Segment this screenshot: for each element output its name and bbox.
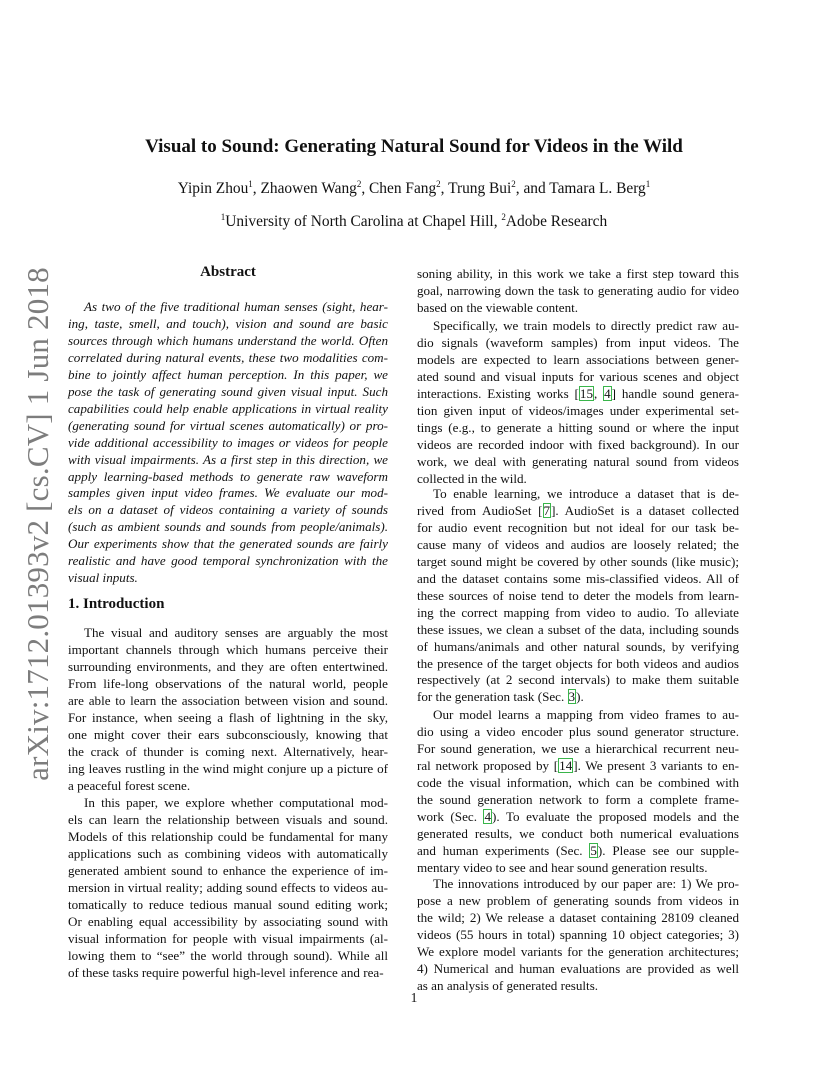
text-line: these issues, we clean a subset of the data, including sounds (417, 621, 739, 637)
text-line: pose a new problem of generating sounds from videos in (417, 892, 739, 908)
affiliations: $^1$University of North Carolina at Chapel Hill, $^2$Adobe Research (220, 212, 608, 230)
text-line: the wild; 2) We release a dataset containing 28109 cleaned (417, 909, 739, 925)
text-line: ing, taste, smell, and touch), vision and sound are basic (68, 315, 388, 331)
text-line: models are expected to learn associations between gener- (417, 351, 739, 367)
citation-link[interactable]: 3 (568, 689, 576, 705)
text-line: realistic and have good temporal synchronization with the (68, 553, 388, 569)
text-line: work, we deal with generating natural sound from videos (417, 453, 739, 469)
citation-link[interactable]: 15 (579, 385, 593, 401)
intro-paragraph-2 (68, 795, 388, 981)
text-line: and the dataset contains some mis-classified videos. All of (417, 570, 739, 586)
citation-link[interactable]: 4 (484, 808, 492, 824)
text-line: cause many of videos and audios are loosely related; the (417, 536, 739, 552)
text-line: interactions. Existing works [15, 4] handle sound genera- (417, 385, 739, 401)
text-line: visual inputs. (68, 570, 138, 586)
arxiv-stamp (14, 267, 62, 781)
text-line: correlated during natural events, these two modalities com- (68, 349, 388, 365)
text-line: ing leaves rustling in the wind might conjure up a picture of (68, 760, 388, 776)
text-line: The innovations introduced by our paper are: 1) We pro- (433, 876, 739, 891)
text-line: applications such as combining videos with automatically (68, 845, 388, 861)
text-line: Our experiments show that the generated sounds are fairly (68, 536, 388, 552)
text-line: surrounding environments, and they are often entertwined. (68, 658, 388, 674)
text-line: mentary video to see and hear sound generation results. (417, 859, 708, 875)
text-line: dio signals (waveform samples) from input videos. The (417, 334, 739, 350)
text-line: rived from AudioSet [7]. AudioSet is a dataset collected (417, 502, 739, 518)
author-affiliation-mark: 2 (356, 179, 362, 189)
text-line: In this paper, we explore whether computational mod- (84, 795, 388, 810)
text-line: work (Sec. 4). To evaluate the proposed models and the (417, 808, 740, 824)
text-line: tion given input of videos/images under experimental set- (417, 402, 739, 418)
text-line: tomatically to reduce tedious manual sound editing work; (68, 896, 388, 912)
text-line: ated sound and visual inputs for various scenes and object (417, 368, 739, 384)
affiliation-mark: 2 (501, 212, 506, 222)
text-line: 4) Numerical and human evaluations are provided as well (417, 960, 739, 976)
page-number: 1 (410, 990, 418, 1005)
text-line: lowing them to “see” the world through sound). While all (68, 947, 388, 963)
text-line: as an analysis of generated results. (417, 977, 599, 993)
text-line: and human experiments (Sec. 5). Please see our supple- (417, 842, 739, 858)
text-line: of these tasks require powerful high-level inference and rea- (68, 964, 384, 980)
text-line: ral network proposed by [14]. We present 3 variants to en- (417, 757, 739, 773)
text-line: To enable learning, we introduce a dataset that is de- (433, 486, 739, 501)
text-line: these sources of noise tend to deter the models from learn- (417, 587, 739, 603)
affiliation-mark: 1 (220, 212, 226, 222)
citation-link[interactable]: 14 (559, 757, 573, 773)
citation-link[interactable]: 4 (604, 385, 611, 401)
author-name: Zhaowen Wang (260, 180, 357, 197)
text-line: the crack of thunder is coming next. Alternatively, hear- (68, 743, 388, 759)
paper-title: Visual to Sound: Generating Natural Sound for Videos in the Wild (145, 136, 683, 157)
text-line: vide additional accessibility to images or videos for people (68, 434, 388, 450)
author-affiliation-mark: 2 (511, 179, 516, 189)
text-line: generated results, we conduct both numerical evaluations (417, 825, 739, 841)
text-line: pose the task of generating sound given visual input. Such (68, 383, 388, 399)
right-paragraph-0 (417, 266, 739, 317)
text-line: for the generation task (Sec. 3). (417, 689, 584, 705)
text-line: collected in the wild. (417, 470, 527, 486)
text-line: videos are recorded indoor with fixed background). In our (417, 436, 739, 452)
right-paragraph-4 (417, 876, 739, 995)
author-name: Yipin Zhou (177, 180, 249, 197)
text-line: As two of the five traditional human senses (sight, hear- (84, 299, 388, 314)
text-line: For sound generation, we use a hierarchical recurrent neu- (417, 740, 739, 756)
text-line: For instance, when seeing a flash of lightning in the sky, (68, 709, 388, 725)
text-line: soning ability, in this work we take a first step toward this (417, 266, 739, 281)
text-line: Specifically, we train models to directly predict raw au- (433, 318, 739, 333)
text-line: dio using a video encoder plus sound generator structure. (417, 723, 739, 739)
text-line: code the visual information, which can be combined with (417, 774, 739, 790)
citation-link[interactable]: 5 (590, 842, 597, 858)
text-line: tings (e.g., to generate a hitting sound or where the input (417, 419, 739, 435)
text-line: respectively (at 2 second intervals) to make them suitable (417, 672, 739, 688)
affiliation-name: Adobe Research (505, 213, 608, 230)
text-line: with visual impairments. As a first step in this direction, we (68, 451, 388, 467)
intro-paragraph-1 (68, 625, 388, 795)
text-line: apply learning-based methods to generate raw waveform (68, 468, 388, 484)
text-line: (generating sound for virtual scenes automatically) or pro- (68, 417, 388, 433)
text-line: one might cover their ears subconsciously, knowing that (68, 726, 388, 742)
text-line: the sound generation network to form a complete frame- (417, 791, 739, 807)
text-line: for audio event recognition but not ideal for our task be- (417, 519, 739, 535)
text-line: are able to learn the association between vision and sound. (68, 692, 388, 708)
text-line: ing the correct mapping from video to audio. To alleviate (417, 604, 739, 620)
citation-link[interactable]: 7 (543, 502, 551, 518)
text-line: sources through which humans understand the world. Often (68, 332, 388, 348)
text-line: els on a dataset of videos containing a variety of sounds (68, 502, 388, 518)
right-paragraph-3 (417, 707, 739, 877)
abstract-heading: Abstract (200, 264, 256, 280)
text-line: The visual and auditory senses are arguably the most (84, 625, 388, 640)
right-paragraph-1 (417, 318, 739, 488)
text-line: target sound might be covered by other sounds (like music); (417, 553, 739, 569)
author-affiliation-mark: 1 (645, 179, 651, 189)
author-name: Trung Bui (448, 180, 512, 197)
text-line: We explore model variants for the generation architectures; (417, 943, 739, 959)
text-line: bine to jointly affect human perception. In this paper, we (68, 366, 388, 382)
text-line: From life-long observations of the natural world, people (68, 675, 388, 691)
author-list: Yipin Zhou$^1$, Zhaowen Wang$^2$, Chen Fang$^2$, Trung Bui$^2$, and Tamara L. Berg$^1$ (177, 179, 651, 197)
text-line: important channels through which humans perceive their (68, 641, 388, 657)
text-line: of humans/animals and other natural sounds, by verifying (417, 638, 739, 654)
arxiv-stamp-text: arXiv:1712.01393v2 [cs.CV] 1 Jun 2018 (20, 267, 55, 781)
author-name: Chen Fang (369, 180, 437, 197)
text-line: Or enabling equal accessibility by associating sound with (68, 913, 388, 929)
text-line: a peaceful forest scene. (68, 777, 191, 793)
text-line: samples given input video frames. We evaluate our mod- (68, 485, 388, 501)
text-line: visual information for people with visual impairments (al- (68, 930, 388, 946)
text-line: mersion in virtual reality; adding sound effects to videos au- (68, 879, 388, 895)
abstract-body (68, 299, 388, 587)
author-affiliation-mark: 1 (248, 179, 253, 189)
text-line: (such as ambient sounds and sounds from people/animals). (68, 519, 388, 535)
text-line: videos (55 hours in total) spanning 10 object categories; 3) (417, 926, 739, 942)
text-line: capabilities could help enable applications in virtual reality (68, 400, 388, 416)
right-paragraph-2 (417, 486, 739, 706)
text-line: the presence of the target objects for both videos and audios (417, 655, 739, 671)
author-affiliation-mark: 2 (436, 179, 441, 189)
author-name: Tamara L. Berg (549, 180, 646, 197)
text-line: els can learn the relationship between visuals and sound. (68, 811, 388, 827)
intro-heading: 1. Introduction (68, 596, 165, 612)
text-line: generated ambient sound to enhance the experience of im- (68, 862, 388, 878)
affiliation-name: University of North Carolina at Chapel Hill (225, 213, 494, 230)
text-line: Our model learns a mapping from video frames to au- (433, 707, 739, 722)
text-line: Models of this relationship could be fundamental for many (68, 828, 388, 844)
text-line: based on the viewable content. (417, 299, 579, 315)
text-line: goal, narrowing down the task to generating audio for video (417, 282, 739, 298)
